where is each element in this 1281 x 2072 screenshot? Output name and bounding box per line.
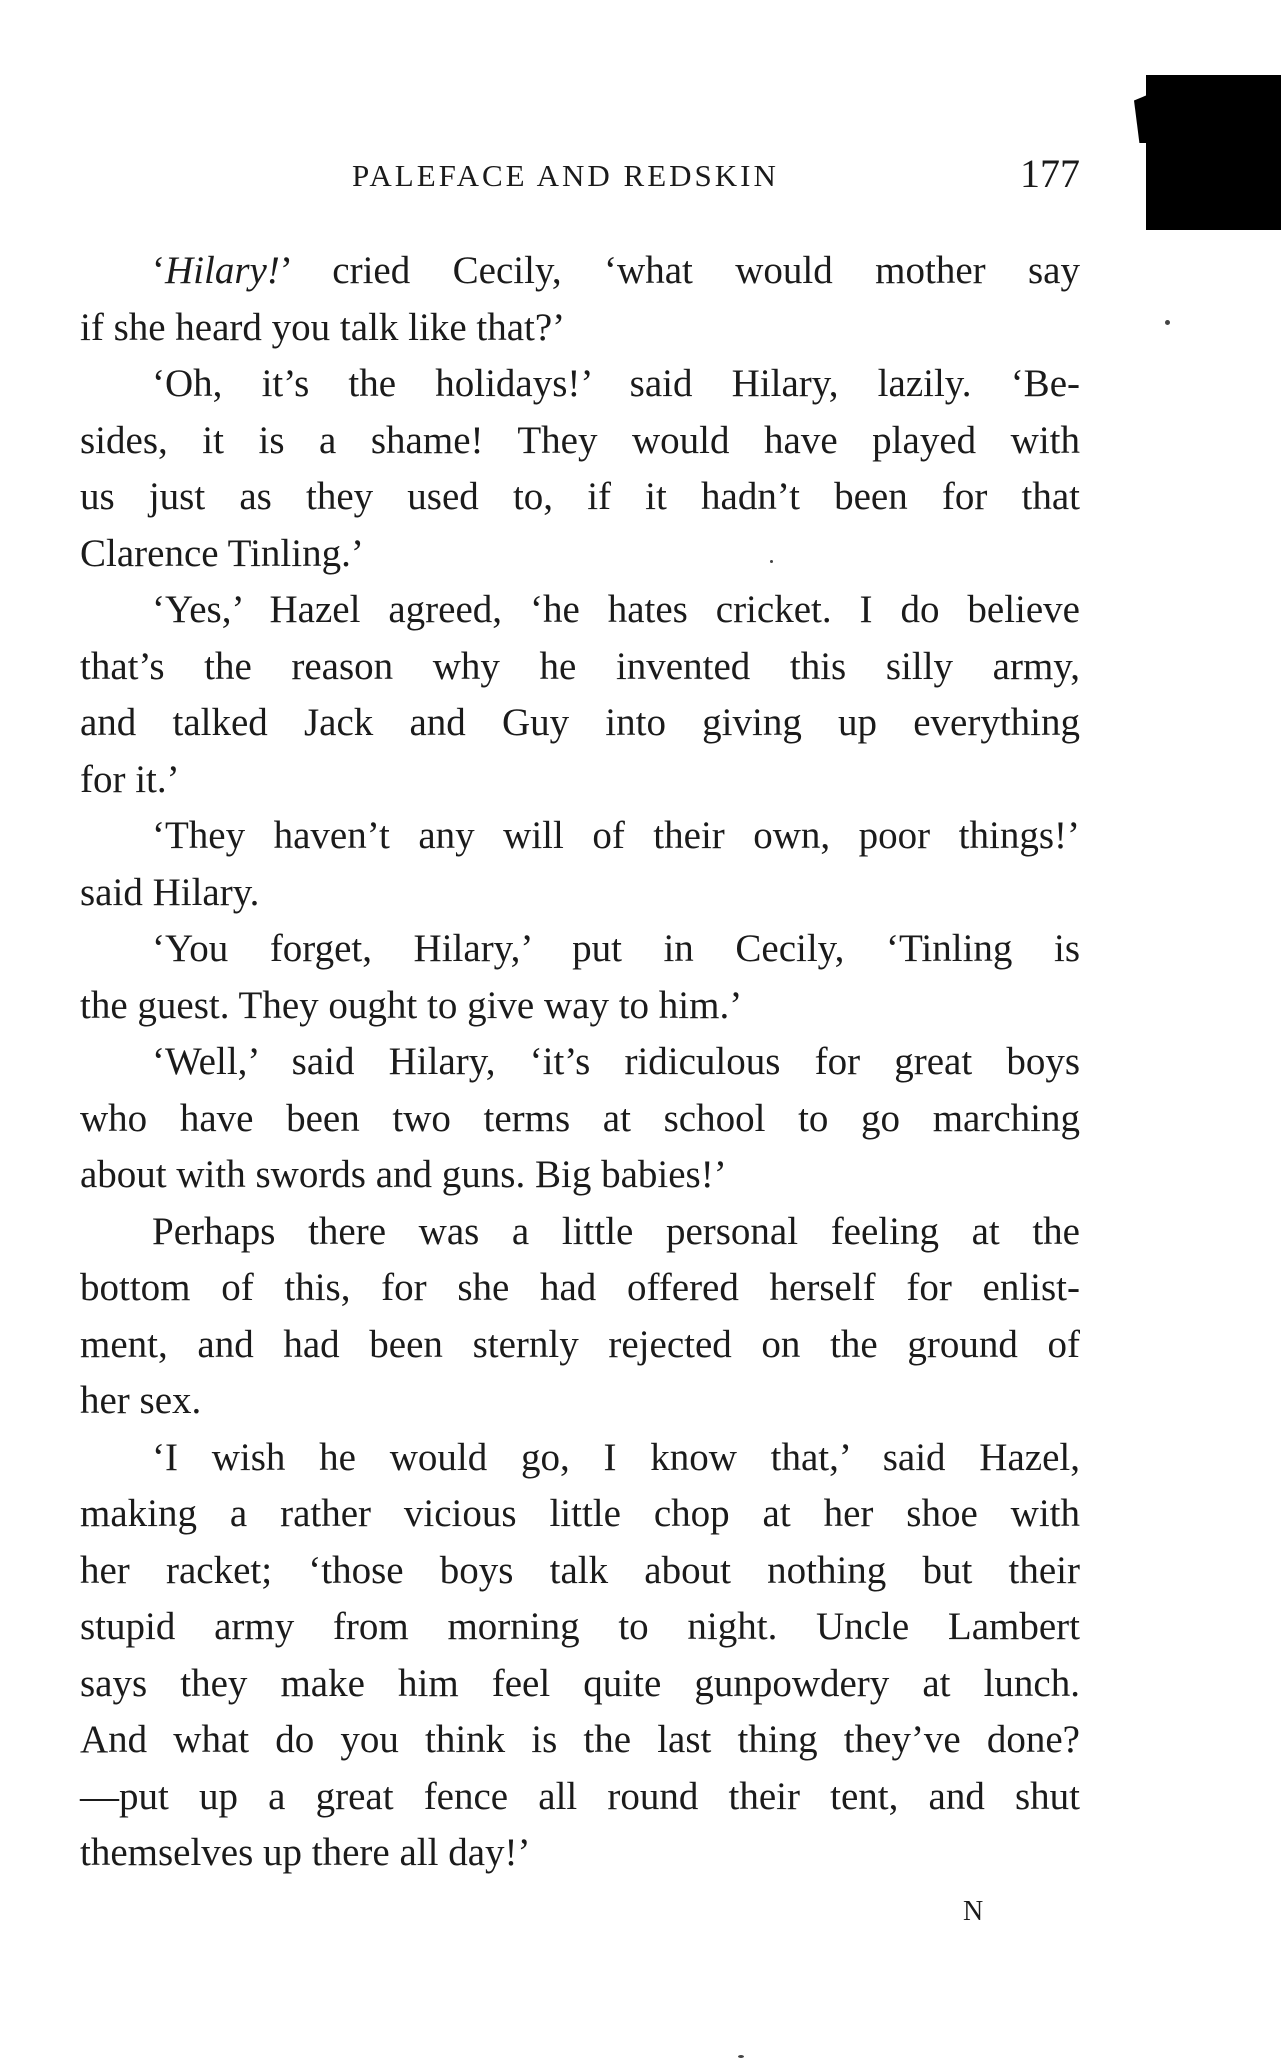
text-line: ‘Hilary!’ cried Cecily, ‘what would mother say: [152, 249, 1080, 292]
thumb-index-tab: [1146, 75, 1281, 230]
text-line: ‘Yes,’ Hazel agreed, ‘he hates cricket. I do believe: [152, 588, 1080, 631]
text-line: bottom of this, for she had offered herself for enlist-: [80, 1266, 1080, 1309]
ink-speck: [738, 2055, 744, 2058]
text-line: stupid army from morning to night. Uncle Lambert: [80, 1605, 1080, 1648]
text-line: ment, and had been sternly rejected on the ground of: [80, 1322, 1080, 1366]
ink-speck: [1165, 320, 1170, 325]
running-title: PALEFACE AND REDSKIN: [352, 158, 779, 193]
text-line: us just as they used to, if it hadn’t been for that: [80, 475, 1080, 518]
page-number: 177: [1020, 151, 1080, 196]
text-line: —put up a great fence all round their tent, and shut: [80, 1774, 1080, 1818]
text-line: Clarence Tinling.’: [80, 531, 364, 575]
body-text: [80, 243, 1080, 1882]
text-line: says they make him feel quite gunpowdery at lunch.: [80, 1661, 1080, 1705]
text-line: making a rather vicious little chop at her shoe with: [80, 1492, 1080, 1535]
text-line: the guest. They ought to give way to him.’: [80, 983, 743, 1027]
text-line: about with swords and guns. Big babies!’: [80, 1153, 727, 1196]
signature-mark: N: [963, 1896, 984, 1927]
text-line: And what do you think is the last thing they’ve done?: [80, 1718, 1080, 1761]
text-line: sides, it is a shame! They would have played with: [80, 418, 1080, 462]
text-line: themselves up there all day!’: [80, 1831, 531, 1874]
italic-word: Hilary!: [165, 249, 280, 292]
text-line: who have been two terms at school to go marching: [80, 1096, 1080, 1140]
text-line: her sex.: [80, 1379, 202, 1422]
text-line: ‘Oh, it’s the holidays!’ said Hilary, lazily. ‘Be-: [152, 362, 1080, 405]
text-line: that’s the reason why he invented this silly army,: [80, 644, 1080, 688]
running-head: [80, 150, 1080, 210]
text-line: ‘They haven’t any will of their own, poor things!’: [152, 814, 1080, 857]
text-line: if she heard you talk like that?’: [80, 305, 566, 349]
text-line: her racket; ‘those boys talk about nothing but their: [80, 1548, 1080, 1592]
text-line: for it.’: [80, 757, 180, 801]
text-line: Perhaps there was a little personal feeling at the: [152, 1209, 1080, 1253]
text-line: ‘I wish he would go, I know that,’ said Hazel,: [152, 1435, 1080, 1479]
text-line: ‘You forget, Hilary,’ put in Cecily, ‘Tinling is: [152, 927, 1080, 970]
text-line: said Hilary.: [80, 870, 260, 914]
text-line: ‘Well,’ said Hilary, ‘it’s ridiculous for great boys: [152, 1040, 1080, 1083]
text-line: and talked Jack and Guy into giving up everything: [80, 701, 1080, 744]
ink-speck: [770, 560, 773, 563]
